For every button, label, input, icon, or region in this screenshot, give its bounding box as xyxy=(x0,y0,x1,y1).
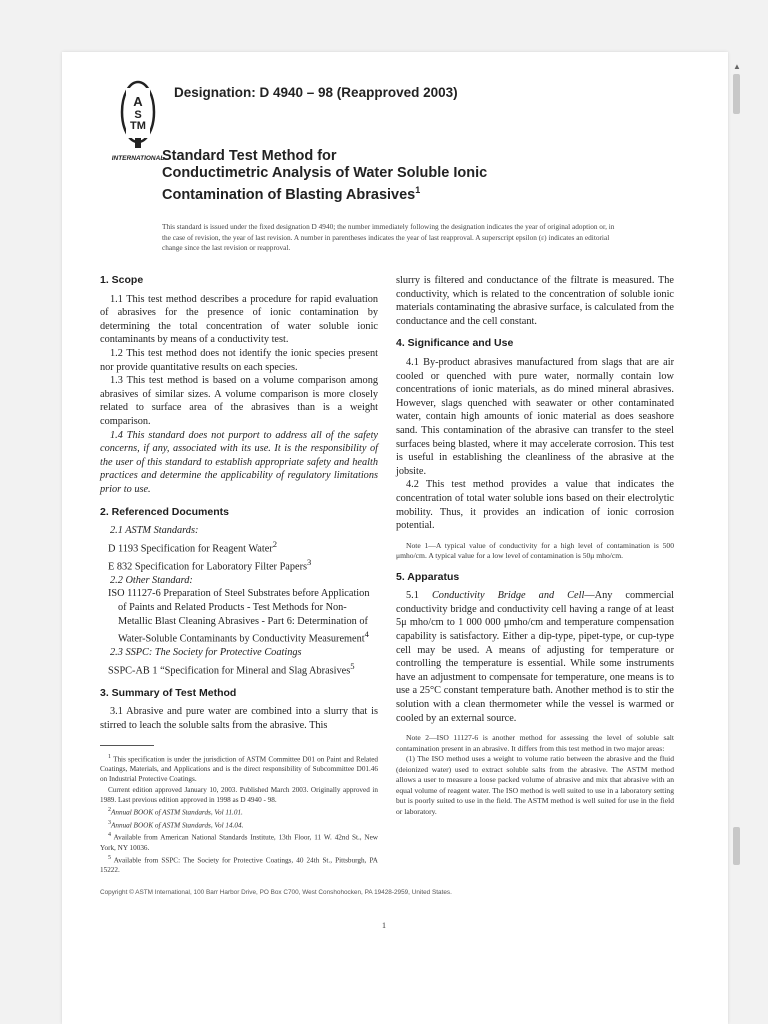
document-page xyxy=(62,52,728,1024)
section-significance-heading: 4. Significance and Use xyxy=(396,337,514,350)
scrollbar[interactable] xyxy=(731,52,743,1024)
ref-sspc: SSPC-AB 1 “Specification for Mineral and Slag Abrasives$^5$ xyxy=(108,660,355,677)
svg-text:A: A xyxy=(133,94,143,109)
scope-1-4: 1.4 This standard does not purport to address all of the safety concerns, if any, associated with its use. It is the responsibility of the user of this standard to establish appropriate safety and health practices and determine the applicability of regulatory limitations prior to use. xyxy=(100,429,378,495)
preamble: This standard is issued under the fixed designation D 4940; the number immediately following the designation indicates the year of original adoption or, in the case of revision, the year of last revision. A number in parentheses indicates the year of last reapproval. A superscript epsilon (ε) indicates an editorial change since the last revision or reapproval. xyxy=(162,222,615,252)
footnote-5: $^5$ Available from SSPC: The Society for Protective Coatings, 40 24th St., Pittsburgh, PA 15222. xyxy=(100,854,378,875)
ref-e832: E 832 Specification for Laboratory Filter Papers$^3$ xyxy=(108,556,312,573)
title-line-3: Contamination of Blasting Abrasives$^1$ xyxy=(162,185,421,203)
significance-4-2: 4.2 This test method provides a value that indicates the concentration of total water soluble ions based on their electrolytic mobility. Thus, it provides an indication of ionic corrosion potential. xyxy=(396,479,674,532)
other-standard-label: 2.2 Other Standard: xyxy=(110,574,193,586)
scope-1-3: 1.3 This test method is based on a volume comparison among abrasives of similar sizes. A volume comparison is more closely related to surface area of the abrasives than is a weight comparison. xyxy=(100,375,378,427)
logo-label: INTERNATIONAL xyxy=(111,155,165,162)
note-2-item-1: (1) The ISO method uses a weight to volume ratio between the abrasive and the fluid (deionized water) used to extract soluble salts from the abrasive. The ASTM method allows a user to measure a loose packed volume of abrasive and mix that abrasive with an equal volume of reagent water. The ISO method is well suited to use in a laboratory setting but is poorly suited to use in the field. The ASTM method is well suited for use in the field or laboratory. xyxy=(396,754,674,816)
scroll-up-icon[interactable]: ▲ xyxy=(733,62,741,71)
page-number: 1 xyxy=(382,921,386,930)
section-referenced-heading: 2. Referenced Documents xyxy=(100,505,229,518)
scope-1-1: 1.1 This test method describes a procedure for rapid evaluation of abrasives for the presence of ionic contamination by determining the total concentration of water soluble ionic contaminants by means of a conductivity test. xyxy=(100,293,378,346)
ref-iso: ISO 11127-6 Preparation of Steel Substrates before Application of Paints and Related Products - Test Methods for Non-Metallic Blast Cleaning Abrasives - Part 6: Determination of Water-Soluble Contaminants by Conductivity Measurement$^4$ xyxy=(108,588,370,645)
svg-text:TM: TM xyxy=(130,120,146,132)
scrollbar-thumb-secondary[interactable] xyxy=(733,827,740,865)
designation: Designation: D 4940 – 98 (Reapproved 2003) xyxy=(174,85,458,100)
significance-4-1: 4.1 By-product abrasives manufactured from slags that are air cooled or quenched with pure water, normally contain low concentrations of ionic materials, as do mined mineral abrasives. However, slags quenched with seawater or other contaminated water, contain high amounts of ionic material as does seashore sand. This contamination of the abrasive can transfer to the steel surfaces being blasted, where it may accelerate corrosion. This test is useful in establishing the cleanliness of the abrasive at the jobsite. xyxy=(396,356,674,477)
title-line-1: Standard Test Method for xyxy=(162,148,337,164)
astm-standards-label: 2.1 ASTM Standards: xyxy=(110,525,199,537)
footnote-1: $^1$ This specification is under the jurisdiction of ASTM Committee D01 on Paint and Related Coatings, Materials, and Applications and is the direct responsibility of Subcommittee D01.46 on Industrial Protective Coatings. xyxy=(100,753,378,784)
scope-1-2: 1.2 This test method does not identify the ionic species present nor provide quantitative results on each species. xyxy=(100,347,378,373)
document-title xyxy=(162,148,582,204)
section-summary-heading: 3. Summary of Test Method xyxy=(100,686,237,699)
sspc-label: 2.3 SSPC: The Society for Protective Coatings xyxy=(110,647,302,659)
title-line-2: Conductimetric Analysis of Water Soluble Ionic xyxy=(162,165,488,181)
apparatus-5-1: 5.1 Conductivity Bridge and Cell—Any commercial conductivity bridge and conductivity cell having a range of at least 5μ mho/cm to 1 000 000 μmho/cm and temperature compensation capability is satisfactory. Either a dip-type, pipet-type, or cup-type cell may be used. A means of adjusting for temperature or controlling the temperature is essential. While some instruments have an adjustment to compensate for temperature, one means is to use a 25°C constant temperature bath. Another method is to stir the solution with a clean thermometer while the vessel is warmed or cooled by an external source. xyxy=(396,590,675,724)
section-scope-heading: 1. Scope xyxy=(100,274,144,286)
footnote-4: $^4$ Available from American National Standards Institute, 13th Floor, 11 W. 42nd St., New York, NY 10036. xyxy=(100,832,378,852)
left-column xyxy=(100,274,378,876)
astm-logo xyxy=(106,78,170,164)
section-apparatus-heading: 5. Apparatus xyxy=(396,570,460,583)
svg-text:S: S xyxy=(134,109,142,121)
scrollbar-thumb[interactable] xyxy=(733,74,740,114)
copyright: Copyright © ASTM International, 100 Barr Harbor Drive, PO Box C700, West Conshohocken, PA 19428-2959, United States. xyxy=(100,889,452,896)
note-1: Note 1—A typical value of conductivity for a high level of contamination is 500 μmho/cm. A typical value for a low level of contamination is 50μ mho/cm. xyxy=(396,540,674,561)
ref-d1193: D 1193 Specification for Reagent Water$^2$ xyxy=(108,538,278,555)
right-column xyxy=(396,274,674,817)
footnote-1b: Current edition approved January 10, 2003. Published March 2003. Originally approved in 1989. Last previous edition approved in 1998 as D 4940 - 98. xyxy=(100,785,378,804)
summary-3-1: 3.1 Abrasive and pure water are combined into a slurry that is stirred to leach the soluble salts from the abrasive. This xyxy=(100,706,378,731)
footnote-3: $^3$Annual BOOK of ASTM Standards, Vol 14.04. xyxy=(108,819,244,829)
note-2: Note 2—ISO 11127-6 is another method for assessing the level of soluble salt contamination present in an abrasive. It differs from this test method in two major areas: xyxy=(396,733,674,753)
footnote-divider xyxy=(100,745,154,746)
summary-continued: slurry is filtered and conductance of the filtrate is measured. The conductivity, which is related to the concentration of soluble ionic materials contaminating the abrasive surface, is calculated from the conductance and the cell constant. xyxy=(396,275,674,327)
footnote-2: $^2$Annual BOOK of ASTM Standards, Vol 11.01. xyxy=(108,806,243,817)
